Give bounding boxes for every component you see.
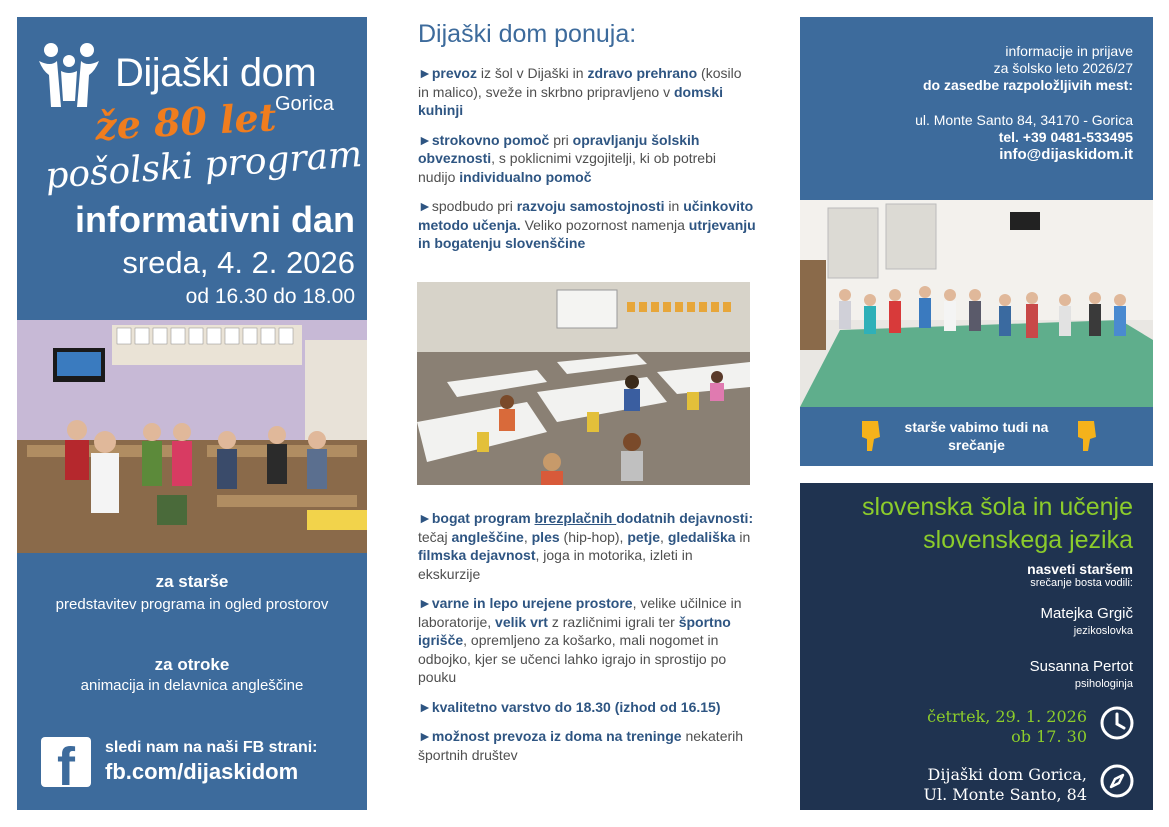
event-date: sreda, 4. 2. 2026: [122, 245, 355, 280]
bullet-text: zdravo prehrano: [587, 65, 698, 81]
phone[interactable]: tel. +39 0481-533495: [998, 129, 1133, 145]
parents-text: predstavitev programa in ogled prostorov: [55, 596, 329, 613]
time-line: ob 17. 30: [1011, 727, 1087, 746]
offer-title: Dijaški dom ponuja:: [418, 20, 637, 48]
bullet-text: strokovno pomoč: [431, 131, 550, 148]
bullet-text: petje: [627, 528, 661, 545]
bullet-text: (hip-hop),: [559, 528, 628, 545]
info-line: za šolsko leto 2026/27: [993, 60, 1133, 76]
bullet-text: kvalitetno varstvo do 18.30 (izhod od 16.15): [431, 698, 721, 715]
bullet-text: spodbudo pri: [431, 198, 517, 214]
bullet-text: opravljanju šolskih obveznosti: [418, 131, 700, 166]
bullet-text: ples: [531, 528, 560, 545]
logo-subtitle: Gorica: [275, 93, 334, 115]
bullet-text: individualno pomoč: [459, 168, 592, 185]
bullet-marker-icon: ►: [418, 728, 432, 744]
left-panel: [17, 17, 367, 810]
lecture-title-line: slovenskega jezika: [923, 526, 1133, 554]
offer-item: [418, 594, 756, 687]
bullet-text: , opremljeno za košarko, mali nogomet in odbojko, kjer se učenci lahko igrajo in sprostijo po pouku: [418, 632, 727, 685]
facebook-url[interactable]: fb.com/dijaskidom: [105, 759, 299, 784]
bullet-text: filmska dejavnost: [418, 547, 536, 563]
bullet-marker-icon: ►: [418, 595, 432, 611]
facebook-link[interactable]: [41, 735, 351, 787]
info-line: informacije in prijave: [1005, 43, 1133, 59]
speaker-name: Matejka Grgič: [1040, 605, 1133, 622]
offer-item: [418, 197, 756, 253]
bullet-text: utrjevanju in bogatenju slovenščine: [418, 216, 756, 251]
bullet-text: , velike učilnice in laboratorije,: [418, 595, 742, 630]
clock-icon: [1099, 705, 1135, 741]
bullet-text: iz šol v Dijaški in: [476, 65, 588, 81]
event-time: od 16.30 do 18.00: [185, 285, 355, 308]
offer-item: [418, 509, 756, 583]
logo: [37, 41, 364, 201]
bullet-text: brezplačnih: [534, 510, 617, 526]
classroom-photo: [17, 320, 367, 553]
offer-item: [418, 64, 756, 120]
pointing-hand-icon: [1072, 419, 1102, 453]
study-room-photo: [417, 282, 750, 485]
bullet-text: tečaj: [418, 528, 452, 545]
email[interactable]: info@dijaskidom.it: [999, 146, 1133, 163]
bullet-text: , s poklicnimi vzgojitelji, ki ob potrebi nudijo: [418, 150, 716, 185]
invite-text: starše vabimo tudi na srečanje: [904, 419, 1049, 453]
bullet-text: ,: [523, 528, 532, 545]
bullet-text: (kosilo in malico), sveže in skrbno pripravljeno v: [418, 65, 742, 100]
kids-text: animacija in delavnica angleščine: [80, 677, 304, 694]
contact-info: [915, 43, 1133, 163]
bullet-text: pri: [549, 131, 573, 148]
lecture-date: [927, 707, 1087, 747]
lecture-panel: [800, 483, 1153, 810]
speaker-name: Susanna Pertot: [1029, 658, 1133, 675]
facebook-icon: f: [41, 737, 91, 787]
bullet-text: dodatnih dejavnosti:: [616, 510, 754, 526]
facebook-label: sledi nam na naši FB strani:: [105, 739, 318, 756]
bullet-text: angleščine: [451, 528, 524, 545]
logo-title: Dijaški dom: [115, 51, 317, 95]
parents-heading: za starše: [155, 572, 229, 591]
bullet-text: učinkovito metodo učenja.: [418, 198, 754, 233]
offer-item: [418, 727, 756, 764]
address: ul. Monte Santo 84, 34170 - Gorica: [915, 112, 1133, 128]
logo-figures-icon: [37, 41, 107, 111]
info-line: do zasedbe razpoložljivih mest:: [922, 77, 1133, 93]
kids-section: [17, 655, 367, 696]
lecture-place: [924, 765, 1087, 805]
contact-panel: [800, 17, 1153, 466]
bullet-text: domski kuhinji: [418, 83, 724, 118]
anniversary-text: že 80 let: [93, 94, 278, 149]
bullet-marker-icon: ►: [418, 131, 432, 148]
offer-item: [418, 698, 756, 717]
bullet-text: Veliko pozornost namenja: [520, 216, 689, 233]
date-line: četrtek, 29. 1. 2026: [927, 707, 1087, 726]
lecture-subtitle: nasveti staršem: [1027, 561, 1133, 577]
bullet-text: razvoju samostojnosti: [516, 198, 665, 214]
speaker-role: jezikoslovka: [1073, 625, 1133, 637]
bullet-marker-icon: ►: [418, 698, 432, 715]
bullet-text: z različnimi igrali ter: [547, 613, 679, 630]
place-line: Dijaški dom Gorica,: [927, 765, 1087, 784]
place-line: Ul. Monte Santo, 84: [923, 785, 1087, 804]
speaker-role: psihologinja: [1074, 678, 1133, 690]
event-title: informativni dan: [74, 199, 355, 240]
lecture-title: [862, 491, 1133, 557]
led-by-text: srečanje bosta vodili:: [1030, 577, 1133, 589]
kids-heading: za otroke: [154, 655, 230, 674]
bullet-marker-icon: ►: [418, 65, 432, 81]
bullet-marker-icon: ►: [418, 510, 432, 526]
bullet-text: športno igrišče: [418, 613, 731, 648]
compass-icon: [1099, 763, 1135, 799]
bullet-marker-icon: ►: [418, 198, 432, 214]
bullet-text: prevoz: [431, 65, 477, 81]
program-text: pošolski program: [43, 133, 364, 198]
bullet-text: gledališka: [667, 528, 736, 545]
bullet-text: , joga in motorika, izleti in ekskurzije: [418, 547, 693, 582]
offer-list-bottom: [418, 509, 756, 775]
offer-list-top: [418, 64, 756, 264]
parents-section: [17, 572, 367, 615]
bullet-text: varne in lepo urejene prostore: [431, 595, 633, 611]
dance-photo: [800, 200, 1153, 407]
bullet-text: in: [664, 198, 684, 214]
lecture-title-line: slovenska šola in učenje: [862, 493, 1133, 521]
bullet-text: ,: [660, 528, 668, 545]
bullet-text: nekaterih športnih društev: [418, 728, 744, 763]
bullet-text: bogat program: [431, 510, 535, 526]
bullet-text: velik vrt: [495, 613, 548, 630]
invite-banner: [800, 407, 1153, 466]
bullet-text: možnost prevoza iz doma na treninge: [431, 728, 682, 744]
bullet-text: in: [735, 528, 751, 545]
offer-item: [418, 131, 756, 187]
